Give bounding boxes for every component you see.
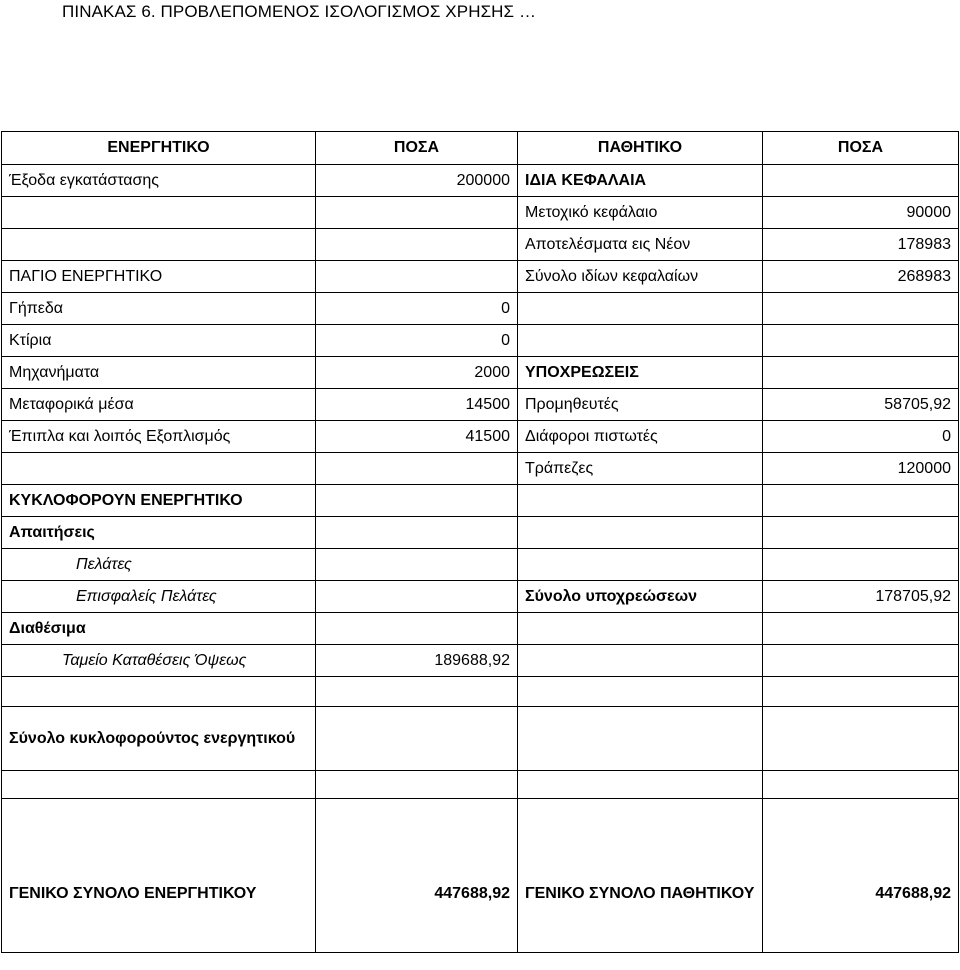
table-row xyxy=(2,325,959,357)
liability-amount: 58705,92 xyxy=(763,389,959,421)
liability-label xyxy=(518,771,763,799)
asset-amount xyxy=(316,517,518,549)
asset-amount xyxy=(316,771,518,799)
asset-amount xyxy=(316,549,518,581)
liability-label xyxy=(518,293,763,325)
table-row xyxy=(2,421,959,453)
asset-label: ΓΕΝΙΚΟ ΣΥΝΟΛΟ ΕΝΕΡΓΗΤΙΚΟΥ xyxy=(2,799,316,953)
table-row xyxy=(2,293,959,325)
table-row xyxy=(2,453,959,485)
asset-label xyxy=(2,771,316,799)
liability-amount xyxy=(763,549,959,581)
asset-label xyxy=(2,677,316,707)
asset-amount: 2000 xyxy=(316,357,518,389)
liability-label xyxy=(518,549,763,581)
asset-label: Έξοδα εγκατάστασης xyxy=(2,165,316,197)
liability-amount xyxy=(763,293,959,325)
table-row xyxy=(2,165,959,197)
liability-label xyxy=(518,485,763,517)
liability-label: Μετοχικό κεφάλαιο xyxy=(518,197,763,229)
liability-amount xyxy=(763,517,959,549)
asset-amount: 41500 xyxy=(316,421,518,453)
asset-label: Μεταφορικά μέσα xyxy=(2,389,316,421)
asset-amount xyxy=(316,613,518,645)
table-row xyxy=(2,357,959,389)
asset-label xyxy=(2,229,316,261)
liabilities-header: ΠΑΘΗΤΙΚΟ xyxy=(518,132,763,165)
liability-amount: 90000 xyxy=(763,197,959,229)
asset-label: Γήπεδα xyxy=(2,293,316,325)
liability-label xyxy=(518,707,763,771)
liability-label xyxy=(518,677,763,707)
asset-amount: 200000 xyxy=(316,165,518,197)
table-row xyxy=(2,677,959,707)
liability-amount xyxy=(763,677,959,707)
table-row xyxy=(2,581,959,613)
assets-amount-header: ΠΟΣΑ xyxy=(316,132,518,165)
asset-amount: 189688,92 xyxy=(316,645,518,677)
asset-amount xyxy=(316,261,518,293)
liabilities-amount-header: ΠΟΣΑ xyxy=(763,132,959,165)
liability-label: Προμηθευτές xyxy=(518,389,763,421)
asset-label xyxy=(2,197,316,229)
asset-amount: 0 xyxy=(316,293,518,325)
liability-amount xyxy=(763,325,959,357)
liability-label: Διάφοροι πιστωτές xyxy=(518,421,763,453)
asset-label: Διαθέσιμα xyxy=(2,613,316,645)
asset-label: Ταμείο Καταθέσεις Όψεως xyxy=(2,645,316,677)
liability-amount: 178705,92 xyxy=(763,581,959,613)
table-row xyxy=(2,261,959,293)
liability-amount xyxy=(763,707,959,771)
asset-amount xyxy=(316,707,518,771)
asset-amount xyxy=(316,197,518,229)
asset-amount xyxy=(316,485,518,517)
table-row xyxy=(2,389,959,421)
asset-amount xyxy=(316,581,518,613)
liability-amount: 268983 xyxy=(763,261,959,293)
header-row xyxy=(2,132,959,165)
liability-label xyxy=(518,613,763,645)
assets-header: ΕΝΕΡΓΗΤΙΚΟ xyxy=(2,132,316,165)
asset-label: Απαιτήσεις xyxy=(2,517,316,549)
asset-amount xyxy=(316,677,518,707)
liability-amount xyxy=(763,771,959,799)
liability-label: ΓΕΝΙΚΟ ΣΥΝΟΛΟ ΠΑΘΗΤΙΚΟΥ xyxy=(518,799,763,953)
table-row xyxy=(2,549,959,581)
asset-label: ΚΥΚΛΟΦΟΡΟΥΝ ΕΝΕΡΓΗΤΙΚΟ xyxy=(2,485,316,517)
table-row xyxy=(2,517,959,549)
liability-amount xyxy=(763,357,959,389)
asset-amount xyxy=(316,453,518,485)
asset-label: Πελάτες xyxy=(2,549,316,581)
liability-label: ΙΔΙΑ ΚΕΦΑΛΑΙΑ xyxy=(518,165,763,197)
liability-label: Αποτελέσματα εις Νέον xyxy=(518,229,763,261)
asset-amount: 447688,92 xyxy=(316,799,518,953)
page-title: ΠΙΝΑΚΑΣ 6. ΠΡΟΒΛΕΠΟΜΕΝΟΣ ΙΣΟΛΟΓΙΣΜΟΣ ΧΡΗΣΗΣ … xyxy=(62,2,537,21)
liability-label: Σύνολο ιδίων κεφαλαίων xyxy=(518,261,763,293)
liability-amount xyxy=(763,165,959,197)
liability-amount xyxy=(763,613,959,645)
table-row xyxy=(2,485,959,517)
table-row xyxy=(2,707,959,771)
table-row xyxy=(2,799,959,953)
liability-amount: 178983 xyxy=(763,229,959,261)
table-row xyxy=(2,613,959,645)
liability-label: Σύνολο υποχρεώσεων xyxy=(518,581,763,613)
table-row xyxy=(2,771,959,799)
asset-label: ΠΑΓΙΟ ΕΝΕΡΓΗΤΙΚΟ xyxy=(2,261,316,293)
asset-amount: 14500 xyxy=(316,389,518,421)
asset-label: Έπιπλα και λοιπός Εξοπλισμός xyxy=(2,421,316,453)
liability-label xyxy=(518,517,763,549)
table-row xyxy=(2,229,959,261)
asset-label: Σύνολο κυκλοφορούντος ενεργητικού xyxy=(2,707,316,771)
liability-amount xyxy=(763,645,959,677)
asset-label: Κτίρια xyxy=(2,325,316,357)
liability-label: ΥΠΟΧΡΕΩΣΕΙΣ xyxy=(518,357,763,389)
asset-label: Μηχανήματα xyxy=(2,357,316,389)
table-row xyxy=(2,197,959,229)
asset-label: Επισφαλείς Πελάτες xyxy=(2,581,316,613)
liability-amount: 0 xyxy=(763,421,959,453)
liability-label xyxy=(518,325,763,357)
liability-label: Τράπεζες xyxy=(518,453,763,485)
asset-amount: 0 xyxy=(316,325,518,357)
table-row xyxy=(2,645,959,677)
asset-label xyxy=(2,453,316,485)
liability-amount: 120000 xyxy=(763,453,959,485)
balance-sheet-table xyxy=(1,131,959,953)
liability-amount: 447688,92 xyxy=(763,799,959,953)
liability-label xyxy=(518,645,763,677)
asset-amount xyxy=(316,229,518,261)
liability-amount xyxy=(763,485,959,517)
